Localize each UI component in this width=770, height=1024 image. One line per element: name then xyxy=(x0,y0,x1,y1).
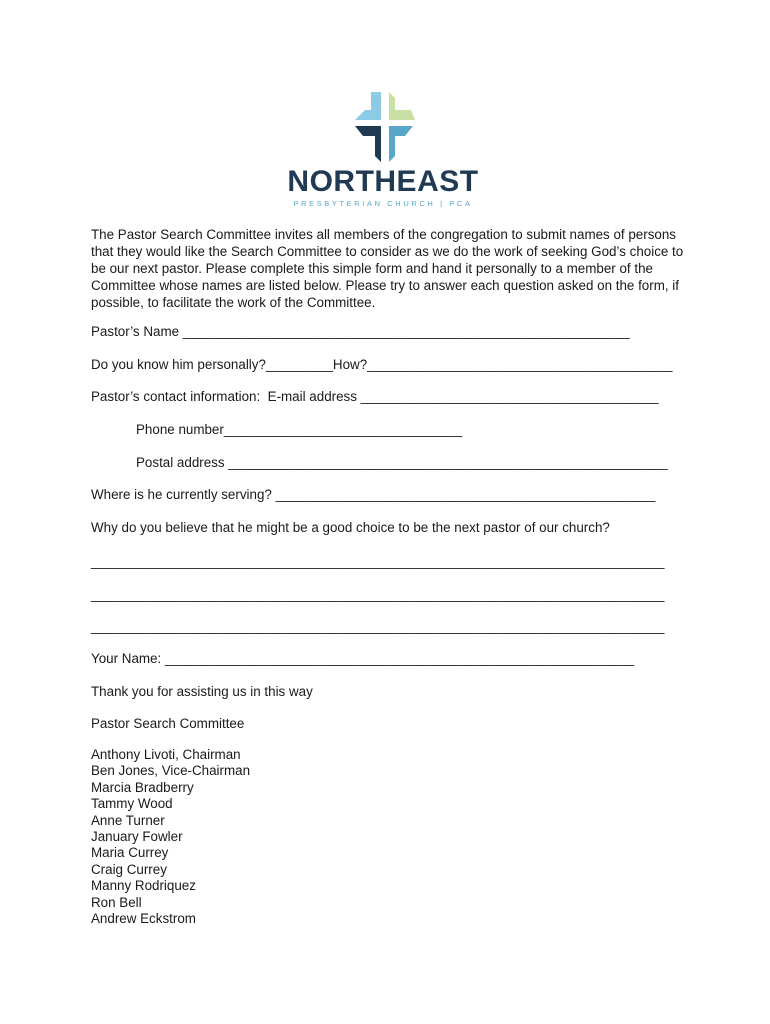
list-item: Manny Rodriquez xyxy=(91,878,196,894)
church-logo xyxy=(286,92,480,212)
list-item: Ben Jones, Vice-Chairman xyxy=(91,763,251,779)
list-item: Andrew Eckstrom xyxy=(91,911,196,927)
list-item: Marcia Bradberry xyxy=(91,779,194,795)
know-personally-field[interactable]: Do you know him personally?_________How?_________________________________________ xyxy=(91,357,673,372)
why-question: Why do you believe that he might be a good choice to be the next pastor of our church? xyxy=(91,520,610,535)
list-item: Anne Turner xyxy=(91,812,165,828)
list-item: Maria Currey xyxy=(91,845,169,861)
list-item: Tammy Wood xyxy=(91,796,173,812)
your-name-field[interactable]: Your Name: _______________________________________________________________ xyxy=(91,651,635,666)
logo-tagline: PRESBYTERIAN CHURCH | PCA xyxy=(293,199,473,208)
postal-address-field[interactable]: Postal address ___________________________________________________________ xyxy=(136,455,668,470)
list-item: Craig Currey xyxy=(91,861,167,877)
list-item: Ron Bell xyxy=(91,894,142,910)
logo-wordmark: NORTHEAST xyxy=(287,165,479,198)
pastor-name-field[interactable]: Pastor’s Name ____________________________________________________________ xyxy=(91,324,630,339)
list-item: Anthony Livoti, Chairman xyxy=(91,747,241,762)
answer-line-2[interactable]: _____________________________________________________________________________ xyxy=(91,587,665,602)
list-item: January Fowler xyxy=(91,829,183,845)
committee-heading: Pastor Search Committee xyxy=(91,716,245,731)
committee-member-list xyxy=(91,747,250,927)
cross-logo-icon xyxy=(355,92,415,162)
intro-paragraph: The Pastor Search Committee invites all members of the congregation to submit names of persons that they would like the Search Committee to consider as we do the work of seeking God’s choice to be our next pastor. Please complete this simple form and hand it personally to a member of the Committee whose names are listed below. Please try to answer each question asked on the form, if possible, to facilitate the work of the Committee. xyxy=(91,227,684,310)
current-serving-field[interactable]: Where is he currently serving? ___________________________________________________ xyxy=(91,487,656,502)
thank-you-text: Thank you for assisting us in this way xyxy=(91,684,313,699)
contact-email-field[interactable]: Pastor’s contact information: E-mail address ________________________________________ xyxy=(91,389,659,404)
answer-line-1[interactable]: _____________________________________________________________________________ xyxy=(91,554,665,569)
answer-line-3[interactable]: _____________________________________________________________________________ xyxy=(91,619,665,634)
phone-number-field[interactable]: Phone number________________________________ xyxy=(136,422,463,437)
